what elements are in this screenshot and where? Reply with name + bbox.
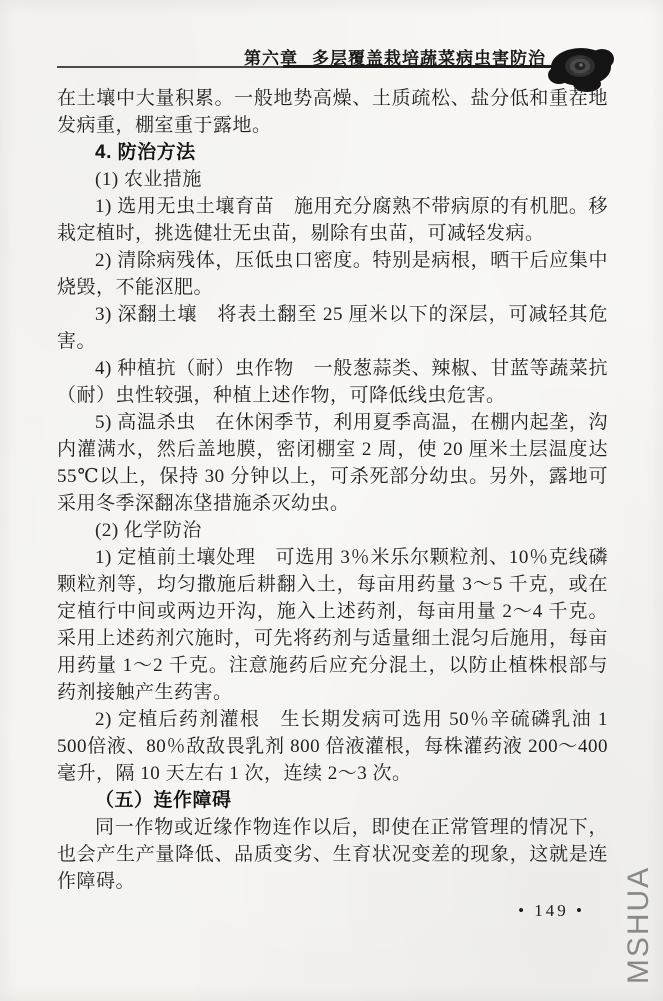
list-item-pre-planting-soil-treatment: 1) 定植前土壤处理 可选用 3％米乐尔颗粒剂、10％克线磷颗粒剂等，均匀撒施后耕翻入土，每亩用药量 3～5 千克，或在定植行中间或两边开沟，施入上述药剂，每亩用量 2～4 千克。采用上述药剂穴施时，可先将药剂与适量细土混匀后施用，每亩用药量 1～2 千克。注意施药后应充分混土，以防止植株根部与药剂接触产生药害。 (57, 547, 608, 703)
chapter-title: 多层覆盖栽培蔬菜病虫害防治 (312, 49, 546, 68)
chapter-number: 第六章 (244, 49, 298, 68)
continued-paragraph: 在土壤中大量积累。一般地势高燥、土质疏松、盐分低和重茬地发病重，棚室重于露地。 (57, 88, 608, 136)
list-item-remove-residue: 2) 清除病残体，压低虫口密度。特别是病根，晒干后应集中烧毁，不能沤肥。 (57, 250, 608, 298)
list-item-resistant-crops: 4) 种植抗（耐）虫作物 一般葱蒜类、辣椒、甘蓝等蔬菜抗（耐）虫性较强，种植上述作物，可降低线虫危害。 (57, 358, 608, 406)
heading-control-methods: 4. 防治方法 (95, 142, 196, 163)
paragraph-continuous-cropping: 同一作物或近缘作物连作以后，即使在正常管理的情况下，也会产生产量降低、品质变劣、生育状况变差的现象，这就是连作障碍。 (57, 817, 608, 892)
list-item-root-irrigation: 2) 定植后药剂灌根 生长期发病可选用 50％辛硫磷乳油 1 500倍液、80％敌敌畏乳剂 800 倍液灌根，每株灌药液 200～400 毫升，隔 10 天左右 1 次，连续 2～3 次。 (57, 709, 608, 784)
page-body (57, 85, 608, 895)
running-header (244, 44, 546, 69)
heading-continuous-cropping-obstacle: （五）连作障碍 (95, 790, 232, 811)
list-item-heat-treatment: 5) 高温杀虫 在休闲季节，利用夏季高温，在棚内起垄，沟内灌满水，然后盖地膜，密闭棚室 2 周，使 20 厘米土层温度达 55℃以上，保持 30 分钟以上，可杀死部分幼虫。另外，露地可采用冬季深翻冻垡措施杀灭幼虫。 (57, 412, 608, 514)
page-number: • 149 • (518, 901, 585, 920)
subheading-agricultural-measures: (1) 农业措施 (95, 169, 202, 190)
list-item-deep-plowing: 3) 深翻土壤 将表土翻至 25 厘米以下的深层，可减轻其危害。 (57, 304, 608, 352)
list-item-seedling-soil: 1) 选用无虫土壤育苗 施用充分腐熟不带病原的有机肥。移栽定植时，挑选健壮无虫苗，剔除有虫苗，可减轻发病。 (57, 196, 608, 244)
subheading-chemical-control: (2) 化学防治 (95, 520, 202, 541)
watermark-text: MSHUA (622, 865, 655, 985)
